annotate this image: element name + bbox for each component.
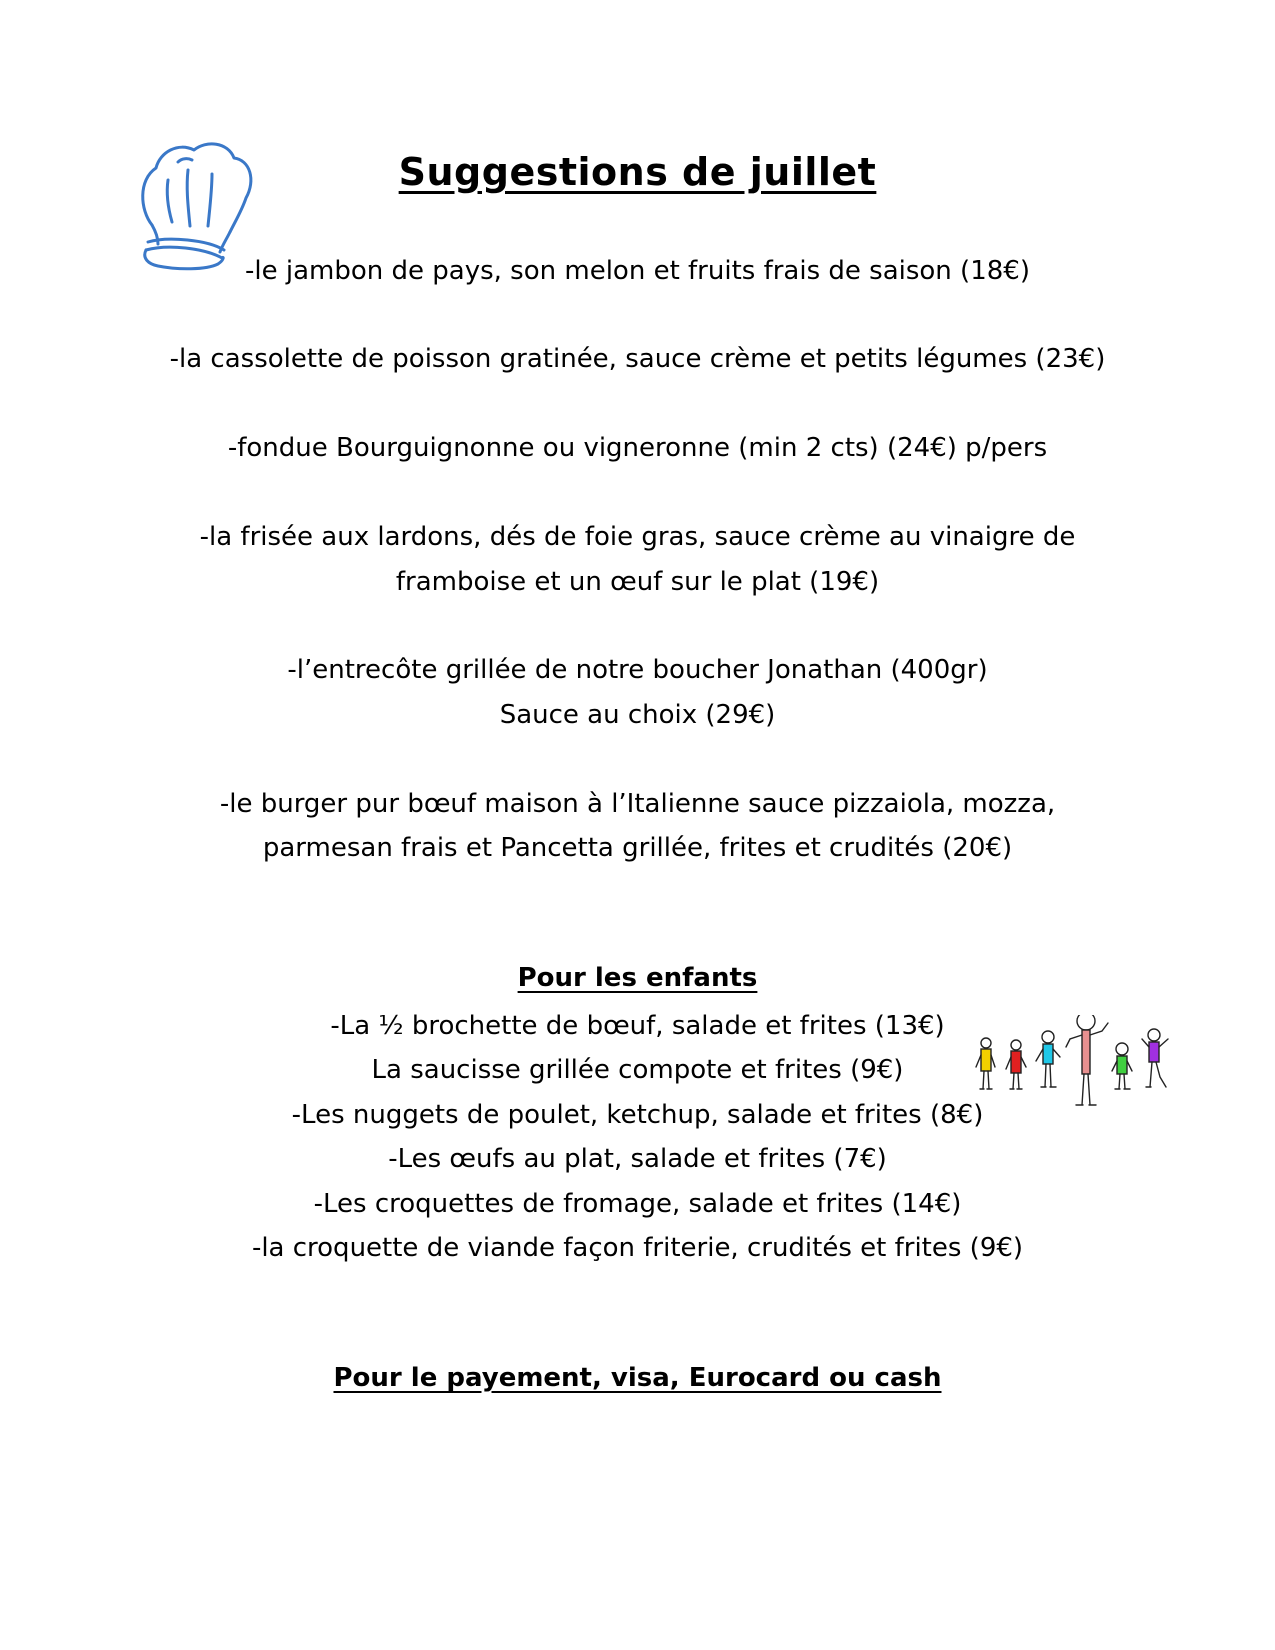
kids-menu-item: -Les nuggets de poulet, ketchup, salade et frites (8€) xyxy=(291,1100,984,1130)
suggestion-item: -le jambon de pays, son melon et fruits frais de saison (18€) xyxy=(245,256,1030,286)
kids-heading: Pour les enfants xyxy=(517,963,758,993)
children-drawing-icon xyxy=(972,1015,1192,1125)
suggestion-item: -la frisée aux lardons, dés de foie gras, sauce crème au vinaigre de xyxy=(199,522,1076,552)
suggestion-item: -la cassolette de poisson gratinée, sauce crème et petits légumes (23€) xyxy=(169,344,1106,374)
suggestion-item: -le burger pur bœuf maison à l’Italienne sauce pizzaiola, mozza, xyxy=(219,789,1056,819)
page-title: Suggestions de juillet xyxy=(398,150,877,194)
suggestion-item: parmesan frais et Pancetta grillée, frites et crudités (20€) xyxy=(262,833,1013,863)
suggestion-item: framboise et un œuf sur le plat (19€) xyxy=(395,567,880,597)
kids-menu-item: -La ½ brochette de bœuf, salade et frites (13€) xyxy=(330,1011,945,1041)
payment-note: Pour le payement, visa, Eurocard ou cash xyxy=(333,1363,942,1393)
suggestion-item: -fondue Bourguignonne ou vigneronne (min 2 cts) (24€) p/pers xyxy=(227,433,1048,463)
kids-menu-item: -Les œufs au plat, salade et frites (7€) xyxy=(388,1144,887,1174)
suggestion-item: -l’entrecôte grillée de notre boucher Jonathan (400gr) xyxy=(287,655,988,685)
kids-menu-item: -la croquette de viande façon friterie, crudités et frites (9€) xyxy=(251,1233,1024,1263)
suggestion-item: Sauce au choix (29€) xyxy=(499,700,776,730)
kids-menu-item: -Les croquettes de fromage, salade et frites (14€) xyxy=(313,1189,962,1219)
kids-menu-item: La saucisse grillée compote et frites (9€) xyxy=(371,1055,904,1085)
